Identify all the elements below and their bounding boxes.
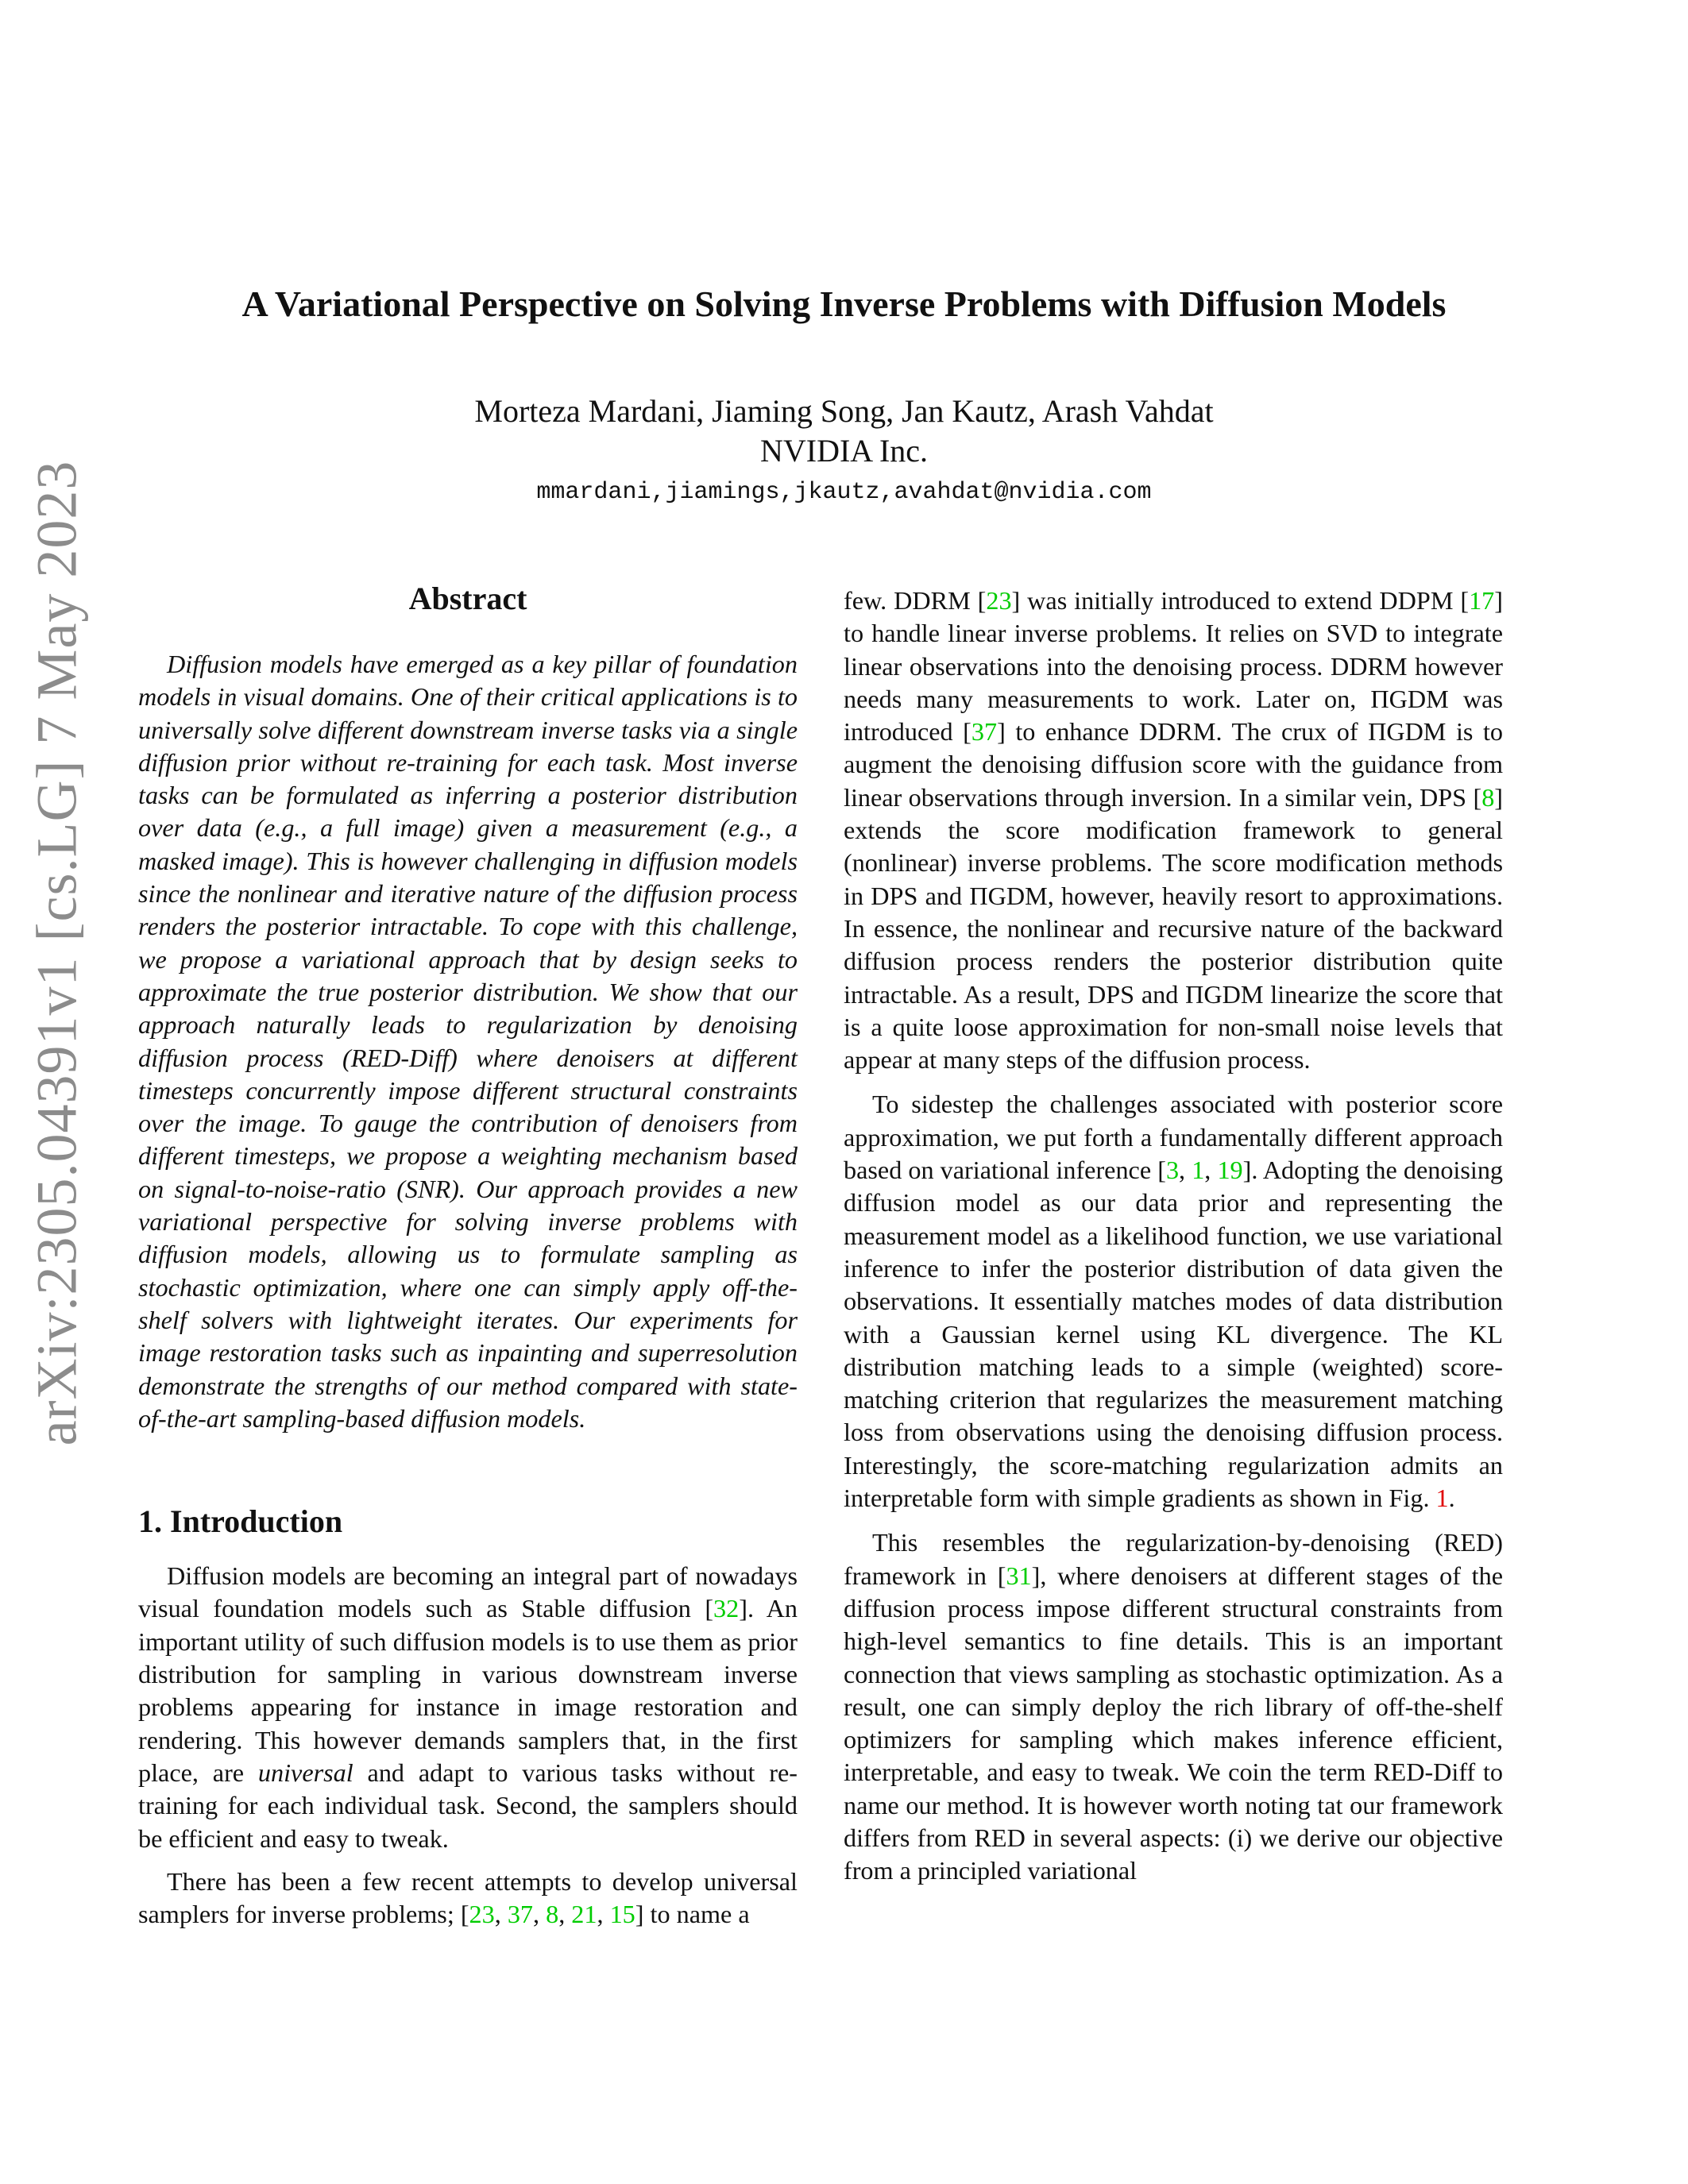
intro-paragraph-4: To sidestep the challenges associated with posterior score approximation, we put forth a fundamentally different approach based on variational inference [3, 1, 19]. Adopting the denoising diffusion model as our data prior and representing the measurement model as a likelihood function, we use variational inference to infer the posterior distribution of data given the observations. It essentially matches modes of data distribution with a Gaussian kernel using KL divergence. The KL distribution matching leads to a simple (weighted) score-matching criterion that regularizes the measurement matching loss from observations using the denoising diffusion process. Interestingly, the score-matching regularization admits an interpretable form with simple gradients as shown in Fig. 1. <box>844 1090 1504 1513</box>
affiliation: NVIDIA Inc. <box>759 433 929 469</box>
intro-paragraph-3: few. DDRM [23] was initially introduced to extend DDPM [17] to handle linear inverse problems. It relies on SVD to integrate linear observations into the denoising process. DDRM however needs many measurements to work. Later on, ΠGDM was introduced [37] to enhance DDRM. The crux of ΠGDM is to augment the denoising diffusion score with the guidance from linear observations through inversion. In a similar vein, DPS [8] extends the score modification framework to general (nonlinear) inverse problems. The score modification methods in DPS and ΠGDM, however, heavily resort to approximations. In essence, the nonlinear and recursive nature of the backward diffusion process renders the posterior distribution quite intractable. As a result, DPS and ΠGDM linearize the score that is a quite loose approximation for non-small noise levels that appear at many steps of the diffusion process. <box>844 586 1503 1075</box>
citation-link[interactable]: 8 <box>1481 782 1495 812</box>
citation-link[interactable]: 19 <box>1217 1156 1243 1185</box>
citation-link[interactable]: 31 <box>1006 1561 1032 1590</box>
left-column <box>138 578 798 1941</box>
citation-link[interactable]: 32 <box>713 1594 740 1623</box>
right-column <box>844 585 1503 1898</box>
citation-link[interactable]: 3 <box>1165 1156 1180 1185</box>
citation-link[interactable]: 8 <box>546 1900 559 1929</box>
intro-paragraph-2: There has been a few recent attempts to develop universal samplers for inverse problems; [23, 37, 8, 21, 15] to name a <box>138 1866 798 1929</box>
intro-paragraph-5: This resembles the regularization-by-denoising (RED) framework in [31], where denoisers at different stages of the diffusion process impose different structural constraints from high-level semantics to fine details. This is an important connection that views sampling as stochastic optimization. As a result, one can simply deploy the rich library of off-the-shelf optimizers for sampling which makes inference efficient, interpretable, and easy to tweak. We coin the term RED-Diff to name our method. It is however worth noting tat our framework differs from RED in several aspects: (i) we derive our objective from a principled variational <box>844 1528 1503 1885</box>
arxiv-stamp: arXiv:2305.04391v1 [cs.LG] 7 May 2023 <box>25 460 89 1446</box>
citation-link[interactable]: 23 <box>986 586 1012 615</box>
citation-link[interactable]: 17 <box>1469 586 1495 615</box>
author-list: Morteza Mardani, Jiaming Song, Jan Kautz, Arash Vahdat <box>474 393 1214 429</box>
intro-paragraph-1: Diffusion models are becoming an integral part of nowadays visual foundation models such as Stable diffusion [32]. An important utility of such diffusion models is to use them as prior distribution for sampling in various downstream inverse problems appearing for instance in image restoration and rendering. This however demands samplers that, in the first place, are universal and adapt to various tasks without re-training for each individual task. Second, the samplers should be efficient and easy to tweak. <box>138 1561 798 1853</box>
abstract-text: Diffusion models have emerged as a key pillar of foundation models in visual domains. One of their critical applications is to universally solve different downstream inverse tasks via a single diffusion prior without re-training for each task. Most inverse tasks can be formulated as inferring a posterior distribution over data (e.g., a full image) given a measurement (e.g., a masked image). This is however challenging in diffusion models since the nonlinear and iterative nature of the diffusion process renders the posterior intractable. To cope with this challenge, we propose a variational approach that by design seeks to approximate the true posterior distribution. We show that our approach naturally leads to regularization by denoising diffusion process (RED-Diff) where denoisers at different timesteps concurrently impose different structural constraints over the image. To gauge the contribution of denoisers from different timesteps, we propose a weighting mechanism based on signal-to-noise-ratio (SNR). Our approach provides a new variational perspective for solving inverse problems with diffusion models, allowing us to formulate sampling as stochastic optimization, where one can simply apply off-the-shelf solvers with lightweight iterates. Our experiments for image restoration tasks such as inpainting and superresolution demonstrate the strengths of our method compared with state-of-the-art sampling-based diffusion models. <box>138 650 798 1433</box>
citation-link[interactable]: 37 <box>507 1900 534 1929</box>
citation-link[interactable]: 15 <box>609 1900 635 1929</box>
introduction-heading: 1. Introduction <box>138 1503 343 1540</box>
citation-link[interactable]: 1 <box>1192 1156 1205 1185</box>
author-emails: mmardani,jiamings,jkautz,avahdat@nvidia.com <box>536 479 1152 506</box>
paper-title: A Variational Perspective on Solving Inverse Problems with Diffusion Models <box>241 284 1447 324</box>
citation-link[interactable]: 21 <box>571 1900 597 1929</box>
citation-link[interactable]: 37 <box>971 717 998 747</box>
citation-link[interactable]: 23 <box>469 1900 495 1929</box>
abstract-heading: Abstract <box>408 581 527 616</box>
figure-reference-link[interactable]: 1 <box>1435 1484 1449 1513</box>
